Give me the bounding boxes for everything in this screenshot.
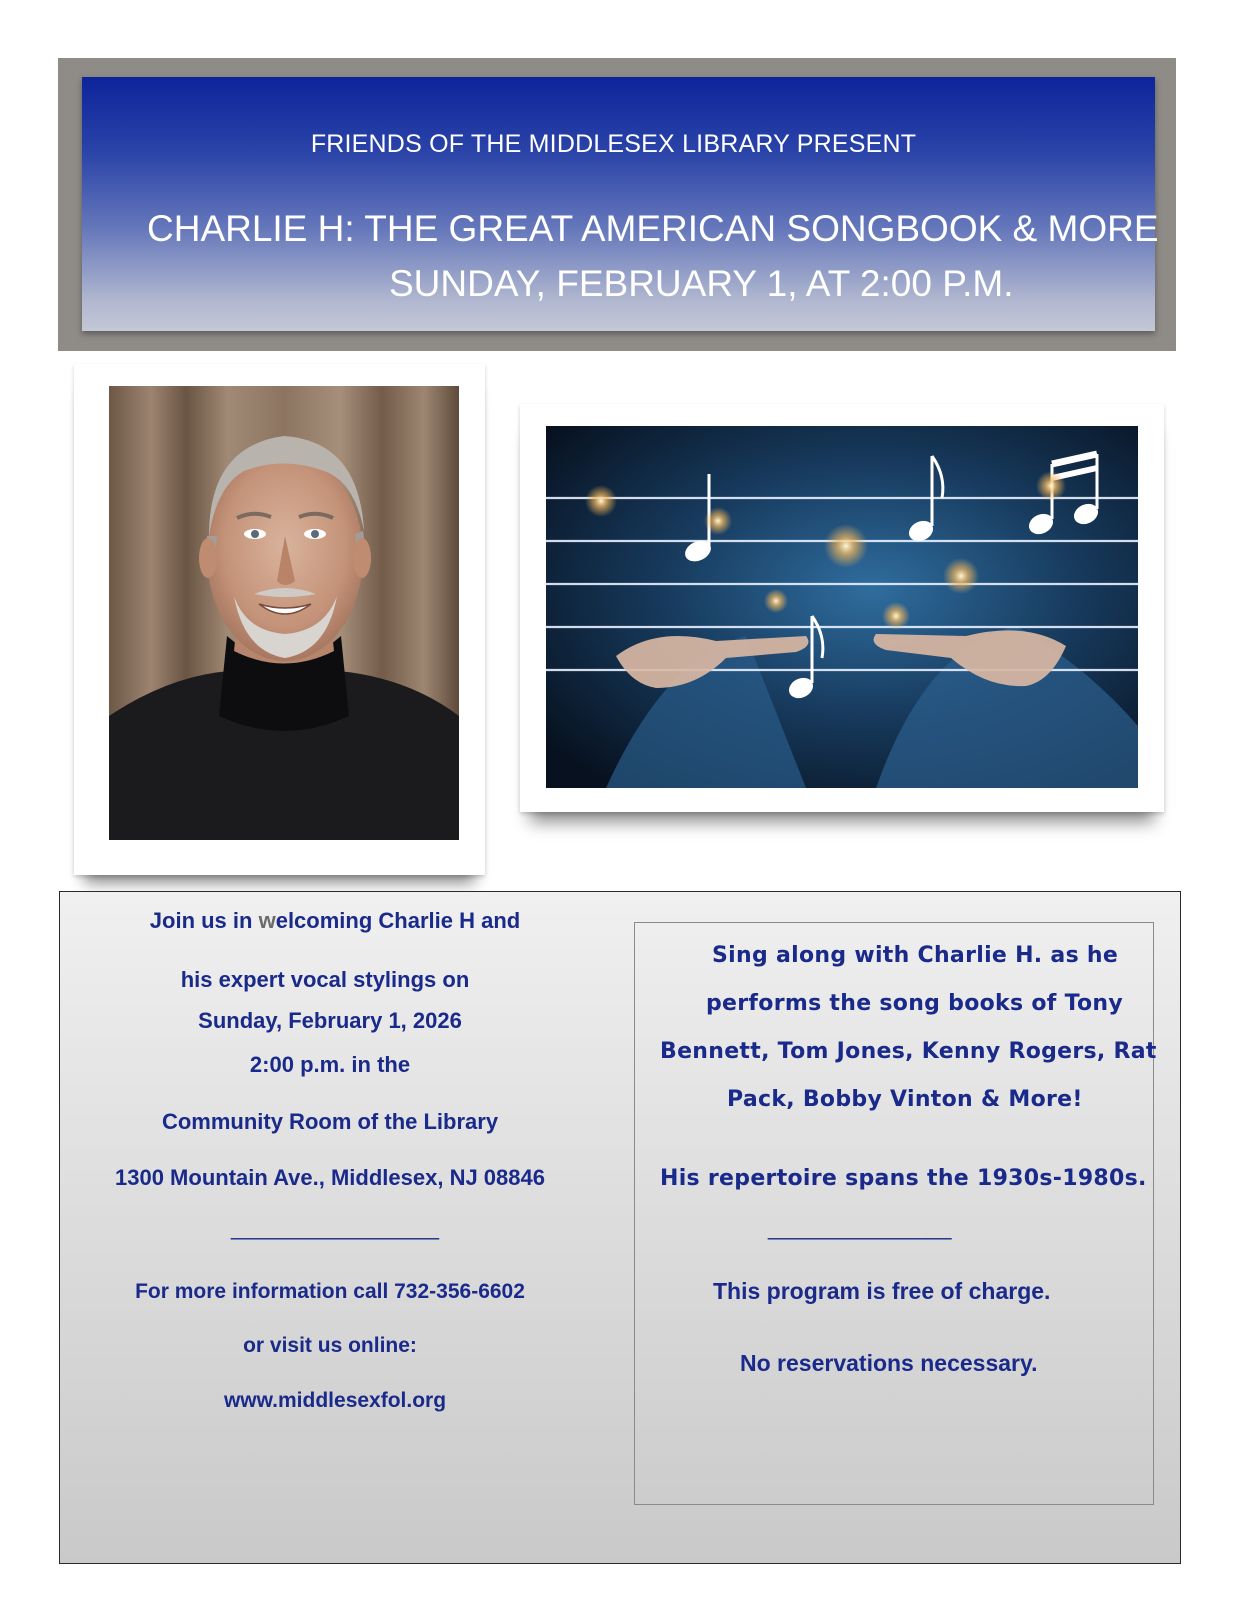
free-of-charge-line: This program is free of charge. bbox=[713, 1278, 1051, 1304]
welcome-text-start: Join us in bbox=[149, 908, 259, 933]
event-title: CHARLIE H: THE GREAT AMERICAN SONGBOOK & MORE bbox=[147, 208, 1159, 249]
right-divider: _______________ bbox=[768, 1215, 952, 1240]
vocal-stylings-line: his expert vocal stylings on bbox=[180, 967, 470, 992]
music-photo-card bbox=[520, 404, 1164, 812]
welcome-text-end: elcoming Charlie H and bbox=[275, 908, 521, 933]
repertoire-line: His repertoire spans the 1930s-1980s. bbox=[660, 1166, 1147, 1191]
event-date-line: Sunday, February 1, 2026 bbox=[198, 1008, 462, 1033]
address-line: 1300 Mountain Ave., Middlesex, NJ 08846 bbox=[115, 1165, 545, 1190]
sing-along-line: Sing along with Charlie H. as he bbox=[712, 943, 1119, 968]
songbooks-line: performs the song books of Tony bbox=[706, 991, 1123, 1016]
welcome-w-letter: w bbox=[258, 908, 276, 933]
visit-online-line: or visit us online: bbox=[243, 1334, 417, 1357]
welcome-line bbox=[55, 908, 615, 934]
left-divider: _________________ bbox=[230, 1215, 439, 1240]
portrait-photo-icon bbox=[109, 386, 459, 840]
portrait-photo-card bbox=[74, 364, 485, 875]
no-reservations-line: No reservations necessary. bbox=[740, 1350, 1038, 1376]
website-link[interactable]: www.middlesexfol.org bbox=[223, 1389, 447, 1412]
event-date-time: SUNDAY, FEBRUARY 1, AT 2:00 P.M. bbox=[389, 263, 1014, 304]
artists-line-1: Bennett, Tom Jones, Kenny Rogers, Rat bbox=[660, 1039, 1157, 1064]
event-time-line: 2:00 p.m. in the bbox=[249, 1052, 411, 1077]
music-notes-photo-icon bbox=[546, 426, 1138, 788]
artists-line-2: Pack, Bobby Vinton & More! bbox=[727, 1087, 1083, 1112]
phone-line: For more information call 732-356-6602 bbox=[135, 1280, 525, 1303]
venue-line: Community Room of the Library bbox=[161, 1109, 499, 1134]
presenter-line: FRIENDS OF THE MIDDLESEX LIBRARY PRESENT bbox=[310, 130, 917, 158]
